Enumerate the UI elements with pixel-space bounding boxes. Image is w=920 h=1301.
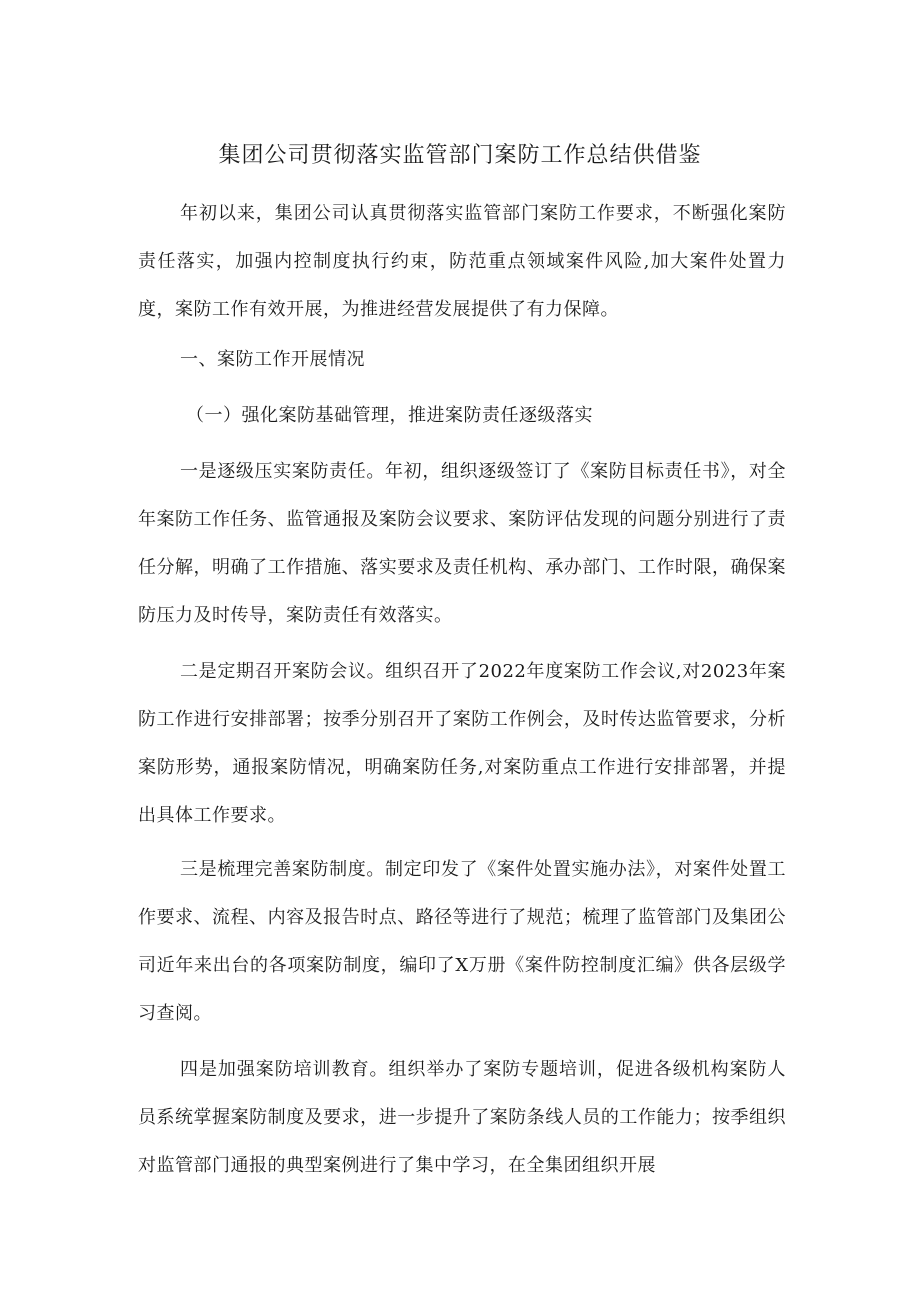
body-paragraph-3: 三是梳理完善案防制度。制定印发了《案件处置实施办法》，对案件处置工作要求、流程、内容及报告时点、路径等进行了规范；梳理了监管部门及集团公司近年来出台的各项案防制度，编印了X万册《案件防控制度汇编》供各层级学习查阅。 [138,859,786,1024]
body-paragraph-4: 四是加强案防培训教育。组织举办了案防专题培训，促进各级机构案防人员系统掌握案防制度及要求，进一步提升了案防条线人员的工作能力；按季组织对监管部门通报的典型案例进行了集中学习，在全集团组织开展 [138,1059,786,1176]
intro-paragraph: 年初以来，集团公司认真贯彻落实监管部门案防工作要求，不断强化案防责任落实，加强内控制度执行约束，防范重点领域案件风险,加大案件处置力度，案防工作有效开展，为推进经营发展提供了有力保障。 [138,203,786,320]
section-heading: 一、案防工作开展情况 [180,349,365,370]
body-paragraph-2: 二是定期召开案防会议。组织召开了2022年度案防工作会议,对2023年案防工作进行安排部署；按季分别召开了案防工作例会，及时传达监管要求，分析案防形势，通报案防情况，明确案防任务,对案防重点工作进行安排部署，并提出具体工作要求。 [138,661,786,826]
document-title: 集团公司贯彻落实监管部门案防工作总结供借鉴 [218,143,702,168]
subsection-heading: （一）强化案防基础管理，推进案防责任逐级落实 [186,405,593,426]
body-paragraph-1: 一是逐级压实案防责任。年初，组织逐级签订了《案防目标责任书》，对全年案防工作任务、监管通报及案防会议要求、案防评估发现的问题分别进行了责任分解，明确了工作措施、落实要求及责任机构、承办部门、工作时限，确保案防压力及时传导，案防责任有效落实。 [138,461,786,626]
